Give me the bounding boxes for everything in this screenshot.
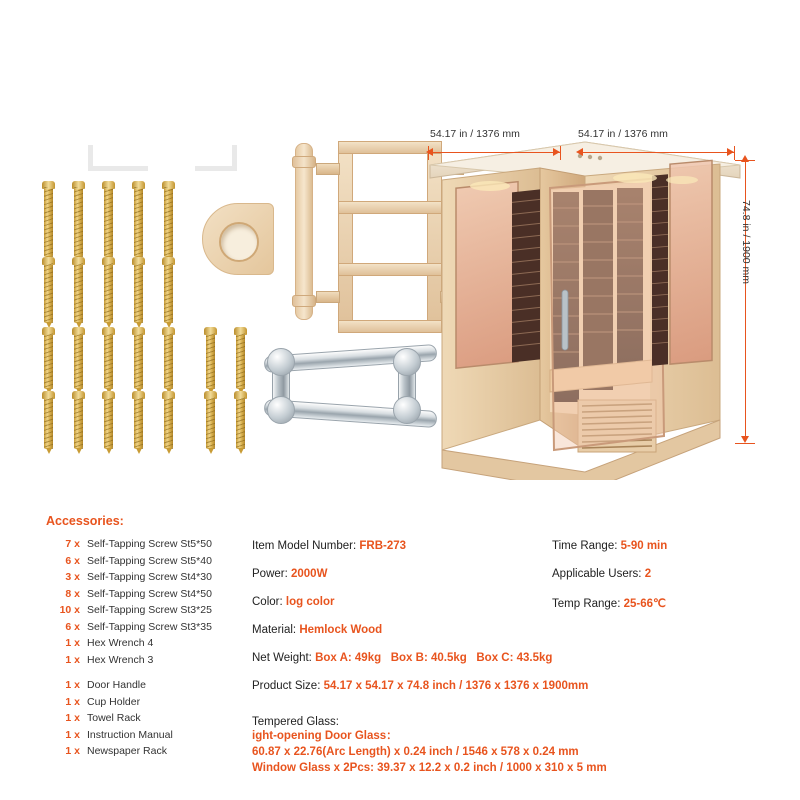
spec-value: FRB-273 bbox=[359, 540, 407, 552]
accessory-qty: 1 x bbox=[65, 728, 80, 741]
list-item bbox=[46, 555, 246, 572]
spec-value-box-a: Box A: 49kg bbox=[315, 652, 382, 664]
dim-height-right-label: 74.8 in / 1900 mm bbox=[740, 200, 752, 285]
accessory-name: Towel Rack bbox=[87, 712, 141, 724]
sauna-cabin-drawing bbox=[420, 120, 750, 480]
dim-arrow-right-2 bbox=[727, 148, 734, 156]
accessory-name: Door Handle bbox=[87, 679, 146, 691]
accessories-title: Accessories: bbox=[46, 514, 124, 528]
list-item bbox=[46, 654, 246, 671]
accessory-qty: 1 x bbox=[65, 653, 80, 666]
list-item bbox=[46, 538, 246, 555]
accessory-qty: 1 x bbox=[65, 745, 80, 757]
cup-holder-icon bbox=[202, 203, 274, 275]
accessory-name: Self-Tapping Screw St3*25 bbox=[87, 604, 212, 616]
spec-value-box-c: Box C: 43.5kg bbox=[476, 652, 553, 664]
spec-value: log color bbox=[285, 596, 335, 608]
accessory-qty: 3 x bbox=[65, 571, 80, 583]
dim-tick-2 bbox=[560, 146, 561, 160]
specifications-section bbox=[0, 500, 800, 800]
accessory-name: Self-Tapping Screw St5*40 bbox=[87, 554, 212, 567]
accessory-qty: 6 x bbox=[65, 554, 80, 567]
accessory-qty: 6 x bbox=[65, 620, 80, 633]
spec-label: Item Model Number: bbox=[252, 540, 357, 552]
spec-value: 25-66℃ bbox=[623, 598, 666, 610]
tempered-glass-label: Tempered Glass: bbox=[252, 716, 339, 728]
accessory-name: Self-Tapping Screw St4*50 bbox=[87, 587, 212, 600]
spec-column-right bbox=[552, 540, 787, 626]
list-item bbox=[46, 604, 246, 621]
wooden-handle-icon bbox=[295, 143, 313, 320]
list-item bbox=[46, 621, 246, 638]
spec-value-box-b: Box B: 40.5kg bbox=[390, 652, 467, 664]
accessory-name: Cup Holder bbox=[87, 695, 141, 708]
spec-label: Material: bbox=[252, 624, 297, 636]
list-item bbox=[46, 588, 246, 605]
spec-color bbox=[252, 596, 542, 608]
accessory-qty: 8 x bbox=[65, 587, 80, 600]
dim-tick-4 bbox=[735, 160, 755, 161]
cup-holder-hole bbox=[219, 222, 259, 262]
accessory-name: Instruction Manual bbox=[87, 728, 173, 741]
spec-applicable-users bbox=[552, 568, 787, 580]
sauna-svg bbox=[420, 120, 750, 480]
dim-arrow-left-2 bbox=[576, 148, 583, 156]
accessory-name: Self-Tapping Screw St4*30 bbox=[87, 571, 212, 583]
spec-value: 2 bbox=[644, 568, 652, 580]
dim-arrow-right-1 bbox=[553, 148, 560, 156]
hex-wrench-4-icon bbox=[88, 145, 148, 171]
tempered-glass-line-2: 60.87 x 22.76(Arc Length) x 0.24 inch / 1546 x 578 x 0.24 mm bbox=[252, 746, 579, 758]
dim-tick-3 bbox=[734, 146, 735, 160]
accessory-name: Hex Wrench 4 bbox=[87, 637, 154, 649]
spec-power bbox=[252, 568, 542, 580]
list-item bbox=[46, 712, 246, 729]
spec-label: Power: bbox=[252, 568, 288, 580]
dim-width-left-line bbox=[428, 152, 560, 153]
spec-label: Time Range: bbox=[552, 540, 618, 552]
accessory-name: Hex Wrench 3 bbox=[87, 653, 154, 666]
dim-arrow-down bbox=[741, 436, 749, 443]
list-divider bbox=[46, 670, 246, 679]
accessory-name: Self-Tapping Screw St5*50 bbox=[87, 538, 212, 550]
list-item bbox=[46, 571, 246, 588]
spec-label: Temp Range: bbox=[552, 598, 621, 610]
list-item bbox=[46, 637, 246, 654]
spec-label: Net Weight: bbox=[252, 652, 312, 664]
list-item bbox=[46, 729, 246, 746]
list-item bbox=[46, 696, 246, 713]
accessory-qty: 7 x bbox=[65, 538, 80, 550]
spec-model-number bbox=[252, 540, 542, 552]
spec-value: 54.17 x 54.17 x 74.8 inch / 1376 x 1376 x 1900mm bbox=[323, 680, 589, 692]
list-item bbox=[46, 745, 246, 762]
hex-wrench-3-icon bbox=[195, 145, 237, 171]
dim-tick-5 bbox=[735, 443, 755, 444]
spec-label: Color: bbox=[252, 596, 283, 608]
accessory-name: Newspaper Rack bbox=[87, 745, 167, 757]
hardware-parts-group bbox=[30, 135, 430, 455]
accessory-qty: 1 x bbox=[65, 679, 80, 691]
spec-temp-range bbox=[552, 596, 787, 610]
dim-tick-1 bbox=[428, 146, 429, 160]
spec-net-weight bbox=[252, 652, 553, 664]
spec-value: 2000W bbox=[291, 568, 328, 580]
accessory-qty: 1 x bbox=[65, 637, 80, 649]
tempered-glass-line-1: ight-opening Door Glass： bbox=[252, 730, 398, 742]
spec-time-range bbox=[552, 540, 787, 552]
spec-value: Hemlock Wood bbox=[299, 624, 383, 636]
accessories-list bbox=[46, 538, 246, 762]
spec-label: Product Size: bbox=[252, 680, 321, 692]
dim-width-left-label: 54.17 in / 1376 mm bbox=[430, 128, 520, 140]
spec-material bbox=[252, 624, 542, 636]
spec-value: 5-90 min bbox=[620, 540, 668, 552]
tempered-glass-line-3: Window Glass x 2Pcs: 39.37 x 12.2 x 0.2 inch / 1000 x 310 x 5 mm bbox=[252, 762, 607, 774]
accessory-qty: 1 x bbox=[65, 712, 80, 724]
list-item bbox=[46, 679, 246, 696]
tempered-glass-block bbox=[252, 716, 792, 776]
accessory-name: Self-Tapping Screw St3*35 bbox=[87, 620, 212, 633]
accessory-qty: 1 x bbox=[65, 695, 80, 708]
dim-width-right-line bbox=[578, 152, 734, 153]
dim-width-right-label: 54.17 in / 1376 mm bbox=[578, 128, 668, 140]
spec-product-size bbox=[252, 680, 589, 692]
spec-label: Applicable Users: bbox=[552, 568, 642, 580]
chrome-door-handle-icon bbox=[258, 340, 443, 430]
accessory-qty: 10 x bbox=[59, 604, 80, 616]
